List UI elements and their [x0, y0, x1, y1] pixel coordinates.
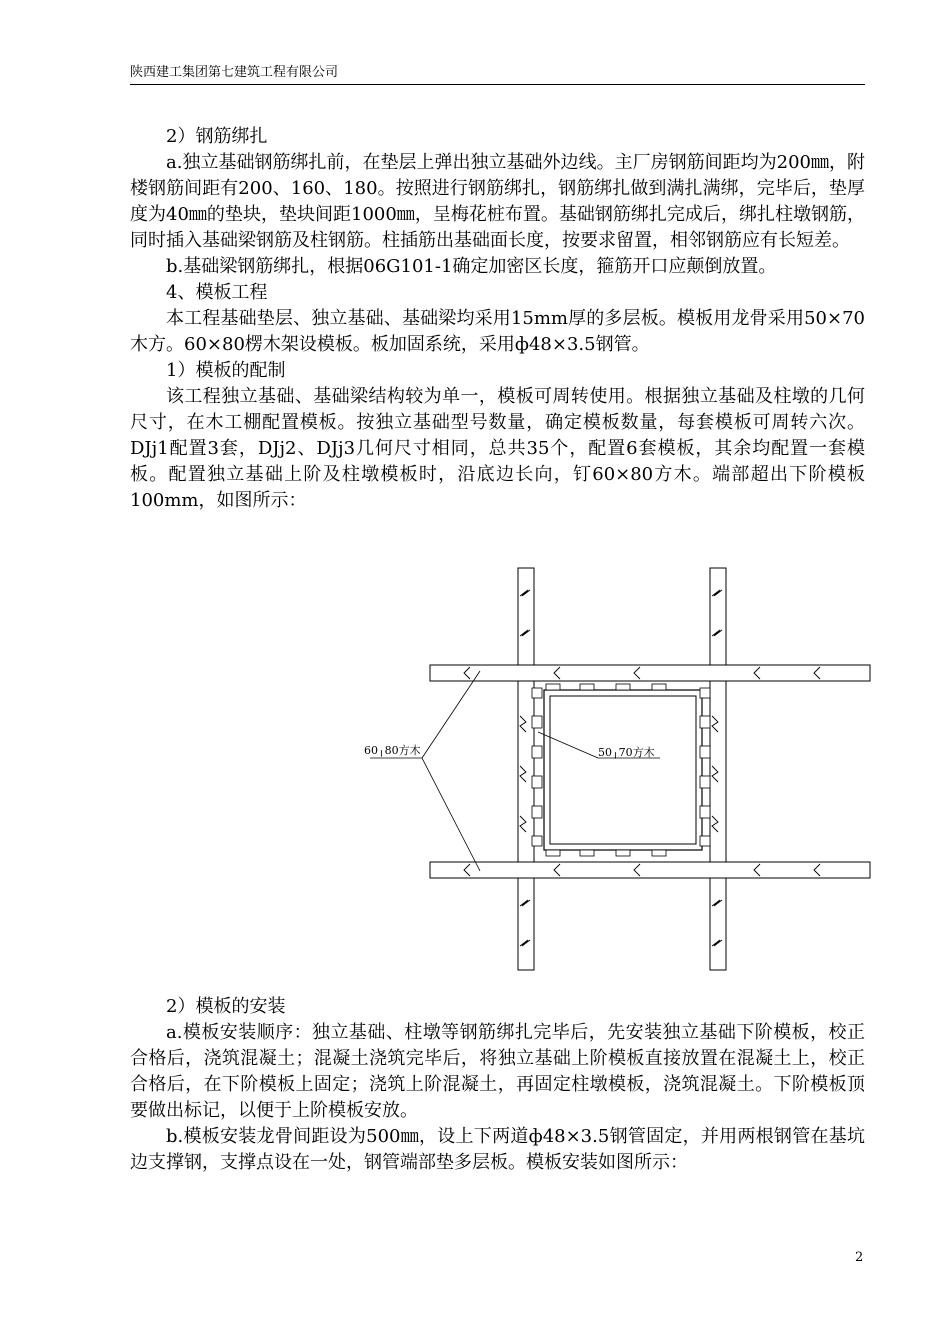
formwork-diagram — [360, 566, 880, 972]
paragraph-install-a: a.模板安装顺序：独立基础、柱墩等钢筋绑扎完毕后，先安装独立基础下阶模板，校正合格后，浇筑混凝土；混凝土浇筑完毕后，将独立基础上阶模板直接放置在混凝土上，校正合格后，在下阶模板上固定；浇筑上阶混凝土，再固定柱墩模板，浇筑混凝土。下阶模板顶要做出标记，以便于上阶模板安放。 — [130, 1022, 865, 1121]
formwork-outer-box — [544, 690, 702, 850]
section-title-install: 2）模板的安装 — [166, 996, 286, 1017]
paragraph-rebar-a: a.独立基础钢筋绑扎前，在垫层上弹出独立基础外边线。主厂房钢筋间距均为200㎜，附楼钢筋间距有200、160、180。按照进行钢筋绑扎，钢筋绑扎做到满扎满绑，完毕后，垫厚度为40㎜的垫块，垫块间距1000㎜，呈梅花桩布置。基础钢筋绑扎完成后，绑扎柱墩钢筋，同时插入基础梁钢筋及柱钢筋。柱插筋出基础面长度，按要求留置，相邻钢筋应有长短差。 — [130, 152, 865, 251]
paragraph-rebar-b: b.基础梁钢筋绑扎，根据06G101-1确定加密区长度，箍筋开口应颠倒放置。 — [166, 256, 777, 277]
install-section — [130, 994, 865, 1176]
formwork-inner-box — [550, 696, 696, 844]
leader-line-center — [538, 732, 598, 758]
page-number: 2 — [855, 1250, 864, 1265]
horizontal-timber-top — [430, 665, 870, 681]
horizontal-timber-bottom — [430, 862, 870, 878]
label-50x70: 50╷70方木 — [598, 746, 655, 759]
leader-arrow-bottom — [422, 758, 480, 871]
paragraph-formwork-config: 该工程独立基础、基础梁结构较为单一，模板可周转使用。根据独立基础及柱墩的几何尺寸，在木工棚配置模板。按独立基础型号数量，确定模板数量，每套模板可周转六次。DJj1配置3套，DJj2、DJj3几何尺寸相同，总共35个，配置6套模板，其余均配置一套模板。配置独立基础上阶及柱墩模板时，沿底边长向，钉60×80方木。端部超出下阶模板100mm，如图所示： — [130, 386, 865, 511]
vertical-timber-right — [710, 568, 726, 970]
section-title-rebar: 2）钢筋绑扎 — [166, 126, 268, 147]
main-content — [130, 124, 865, 514]
paragraph-formwork-intro: 本工程基础垫层、独立基础、基础梁均采用15mm厚的多层板。模板用龙骨采用50×70木方。60×80楞木架设模板。板加固系统，采用ф48×3.5钢管。 — [130, 308, 865, 355]
label-60x80: 60╷80方木 — [364, 744, 421, 757]
page-header — [130, 64, 865, 85]
leader-arrow-top — [422, 671, 480, 758]
paragraph-install-b: b.模板安装龙骨间距设为500㎜，设上下两道ф48×3.5钢管固定，并用两根钢管在基坑边支撑钢，支撑点设在一处，钢管端部垫多层板。模板安装如图所示： — [130, 1126, 865, 1173]
company-name: 陕西建工集团第七建筑工程有限公司 — [130, 65, 339, 80]
subsection-title-formwork-config: 1）模板的配制 — [166, 360, 286, 381]
vertical-timber-left — [518, 568, 534, 970]
section-title-formwork: 4、模板工程 — [166, 282, 268, 303]
